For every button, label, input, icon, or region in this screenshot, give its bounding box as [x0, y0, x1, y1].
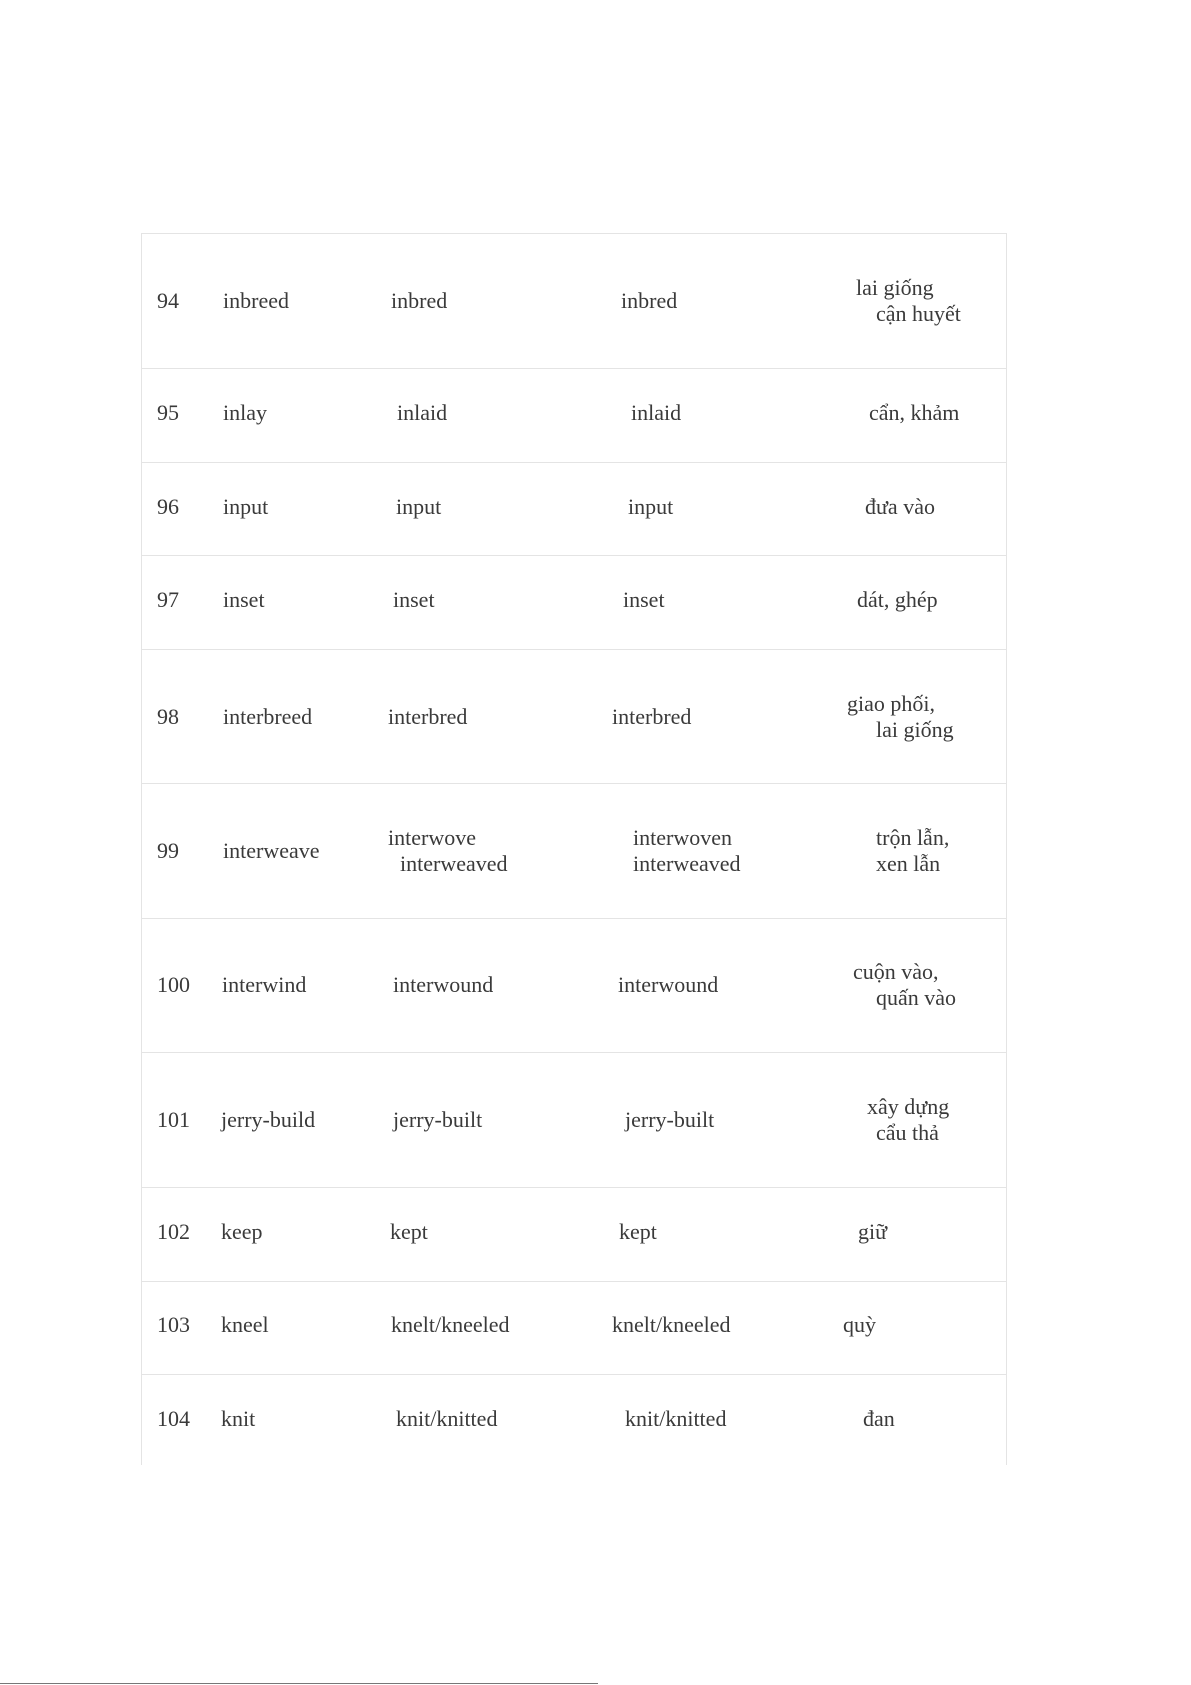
- past-simple: inlaid: [397, 400, 448, 425]
- row-number: 100: [157, 972, 190, 997]
- base-form: knit: [221, 1406, 256, 1431]
- meaning-line: cận huyết: [876, 301, 961, 326]
- past-simple: inbred: [391, 288, 448, 313]
- past-simple: kept: [390, 1219, 428, 1244]
- base-form: input: [223, 494, 269, 519]
- past-participle-line: interwoven: [633, 825, 732, 850]
- row-number: 95: [157, 400, 179, 425]
- past-participle: inset: [623, 587, 665, 612]
- past-simple: interwound: [393, 972, 494, 997]
- past-simple: inset: [393, 587, 435, 612]
- meaning: [863, 1406, 895, 1432]
- meaning: [856, 275, 961, 327]
- base-form: jerry-build: [221, 1107, 316, 1132]
- meaning: [865, 494, 935, 520]
- table-row: [142, 784, 1006, 919]
- past-participle: inlaid: [631, 400, 682, 425]
- meaning: [867, 1094, 949, 1146]
- past-simple: [388, 825, 508, 877]
- meaning-line: xen lẫn: [876, 851, 941, 876]
- row-number: 101: [157, 1107, 190, 1132]
- past-simple: interbred: [388, 704, 468, 729]
- table-row: [142, 369, 1006, 463]
- past-participle: knelt/kneeled: [612, 1312, 731, 1337]
- meaning-line: lai giống: [856, 275, 934, 300]
- row-number: 97: [157, 587, 179, 612]
- past-participle: kept: [619, 1219, 657, 1244]
- meaning-line: trộn lẫn,: [876, 825, 950, 850]
- table-row: [142, 1282, 1006, 1375]
- past-simple: input: [396, 494, 442, 519]
- past-participle: knit/knitted: [625, 1406, 727, 1431]
- table-row: [142, 1053, 1006, 1188]
- table-row: [142, 1375, 1006, 1466]
- meaning-line: xây dựng: [867, 1094, 950, 1119]
- base-form: inbreed: [223, 288, 289, 313]
- past-simple: knit/knitted: [396, 1406, 498, 1431]
- meaning-line: giữ: [858, 1219, 888, 1244]
- base-form: interbreed: [223, 704, 313, 729]
- table-row: [142, 463, 1006, 556]
- past-simple-line: interwove: [388, 825, 476, 850]
- table-row: [142, 1188, 1006, 1282]
- meaning-line: lai giống: [876, 717, 954, 742]
- meaning: [843, 1312, 876, 1338]
- past-participle: inbred: [621, 288, 678, 313]
- table-row: [142, 919, 1006, 1053]
- meaning-line: giao phối,: [847, 691, 935, 716]
- past-simple: jerry-built: [393, 1107, 483, 1132]
- past-participle: jerry-built: [625, 1107, 715, 1132]
- meaning-line: quỳ: [843, 1312, 876, 1337]
- row-number: 96: [157, 494, 179, 519]
- meaning: [876, 825, 949, 877]
- base-form: inset: [223, 587, 265, 612]
- meaning-line: quấn vào: [876, 985, 957, 1010]
- meaning-line: cuộn vào,: [853, 959, 939, 984]
- table-row: [142, 234, 1006, 369]
- past-participle: [633, 825, 741, 877]
- base-form: kneel: [221, 1312, 269, 1337]
- meaning-line: đan: [863, 1406, 895, 1431]
- base-form: inlay: [223, 400, 267, 425]
- past-participle: interbred: [612, 704, 692, 729]
- past-participle: input: [628, 494, 674, 519]
- table-row: [142, 556, 1006, 650]
- table-row: [142, 650, 1006, 784]
- base-form: keep: [221, 1219, 263, 1244]
- row-number: 99: [157, 838, 179, 863]
- past-simple: knelt/kneeled: [391, 1312, 510, 1337]
- meaning-line: đưa vào: [865, 494, 935, 519]
- meaning-line: dát, ghép: [857, 587, 938, 612]
- row-number: 94: [157, 288, 179, 313]
- meaning: [847, 691, 954, 743]
- meaning-line: cẩu thả: [876, 1120, 939, 1145]
- base-form: interweave: [223, 838, 320, 863]
- meaning-line: cẩn, khảm: [869, 400, 960, 425]
- row-number: 104: [157, 1406, 190, 1431]
- row-number: 102: [157, 1219, 190, 1244]
- row-number: 98: [157, 704, 179, 729]
- past-participle-line: interweaved: [633, 851, 741, 876]
- row-number: 103: [157, 1312, 190, 1337]
- footer-rule: [0, 1683, 598, 1684]
- verb-table: [141, 233, 1007, 1465]
- base-form: interwind: [222, 972, 307, 997]
- past-participle: interwound: [618, 972, 719, 997]
- meaning: [853, 959, 956, 1011]
- meaning: [857, 587, 938, 613]
- past-simple-line: interweaved: [400, 851, 508, 876]
- meaning: [869, 400, 959, 426]
- meaning: [858, 1219, 887, 1245]
